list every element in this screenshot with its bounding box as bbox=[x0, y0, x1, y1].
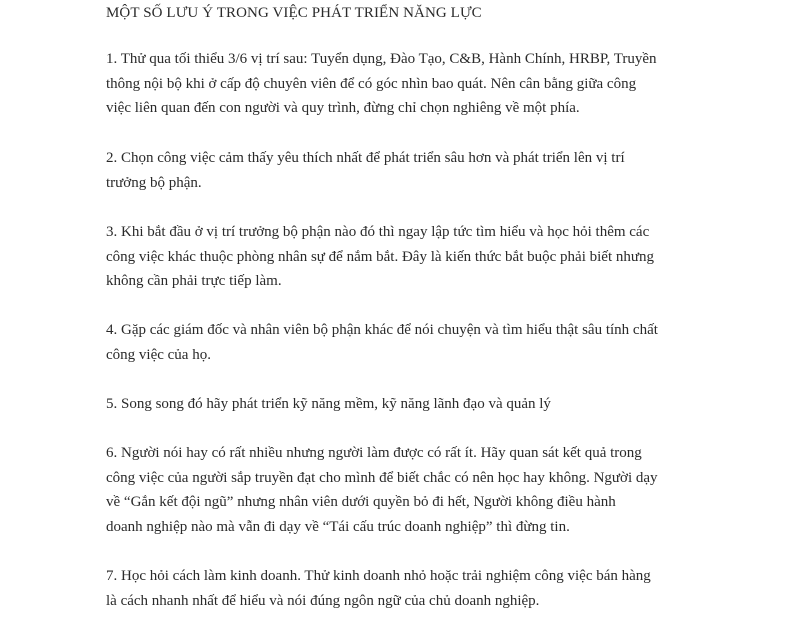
paragraph-line: về “Gắn kết đội ngũ” nhưng nhân viên dưới quyền bỏ đi hết, Người không điều hành bbox=[106, 494, 616, 511]
paragraph-line: doanh nghiệp nào mà vẫn đi dạy về “Tái cấu trúc doanh nghiệp” thì đừng tin. bbox=[106, 518, 570, 535]
paragraph-line: công việc của họ. bbox=[106, 346, 211, 363]
paragraph-line: 1. Thử qua tối thiểu 3/6 vị trí sau: Tuyển dụng, Đào Tạo, C&B, Hành Chính, HRBP, Truyền bbox=[106, 51, 657, 67]
paragraph-line: công việc của người sắp truyền đạt cho mình để biết chắc có nên học hay không. Người dạy bbox=[106, 469, 658, 486]
paragraph-line: việc liên quan đến con người và quy trình, đừng chỉ chọn nghiêng về một phía. bbox=[106, 100, 580, 117]
paragraph-6 bbox=[106, 441, 786, 539]
paragraph-3 bbox=[106, 220, 786, 294]
paragraph-line: 6. Người nói hay có rất nhiều nhưng người làm được có rất ít. Hãy quan sát kết quả trong bbox=[106, 445, 642, 461]
paragraph-line: 2. Chọn công việc cảm thấy yêu thích nhất để phát triển sâu hơn và phát triển lên vị trí bbox=[106, 150, 625, 166]
paragraph-2 bbox=[106, 146, 786, 195]
paragraph-line: 4. Gặp các giám đốc và nhân viên bộ phận khác để nói chuyện và tìm hiểu thật sâu tính chất bbox=[106, 322, 658, 338]
paragraph-line: 7. Học hỏi cách làm kinh doanh. Thử kinh doanh nhỏ hoặc trải nghiệm công việc bán hàng bbox=[106, 568, 651, 584]
document-title: MỘT SỐ LƯU Ý TRONG VIỆC PHÁT TRIỂN NĂNG LỰC bbox=[106, 5, 482, 21]
paragraph-line: công việc khác thuộc phòng nhân sự để nắm bắt. Đây là kiến thức bắt buộc phải biết nhưng bbox=[106, 248, 654, 265]
paragraph-4 bbox=[106, 318, 786, 367]
paragraph-line: 5. Song song đó hãy phát triển kỹ năng mềm, kỹ năng lãnh đạo và quản lý bbox=[106, 396, 551, 412]
paragraph-5 bbox=[106, 392, 786, 417]
paragraph-line: là cách nhanh nhất để hiểu và nói đúng ngôn ngữ của chủ doanh nghiệp. bbox=[106, 592, 540, 609]
paragraph-line: trưởng bộ phận. bbox=[106, 174, 202, 191]
paragraph-7 bbox=[106, 564, 786, 613]
paragraph-1 bbox=[106, 47, 786, 121]
paragraph-line: thông nội bộ khi ở cấp độ chuyên viên để có góc nhìn bao quát. Nên cân bằng giữa công bbox=[106, 75, 637, 92]
paragraph-line: không cần phải trực tiếp làm. bbox=[106, 273, 282, 290]
paragraph-line: 3. Khi bắt đầu ở vị trí trưởng bộ phận nào đó thì ngay lập tức tìm hiểu và học hỏi thêm các bbox=[106, 224, 650, 240]
